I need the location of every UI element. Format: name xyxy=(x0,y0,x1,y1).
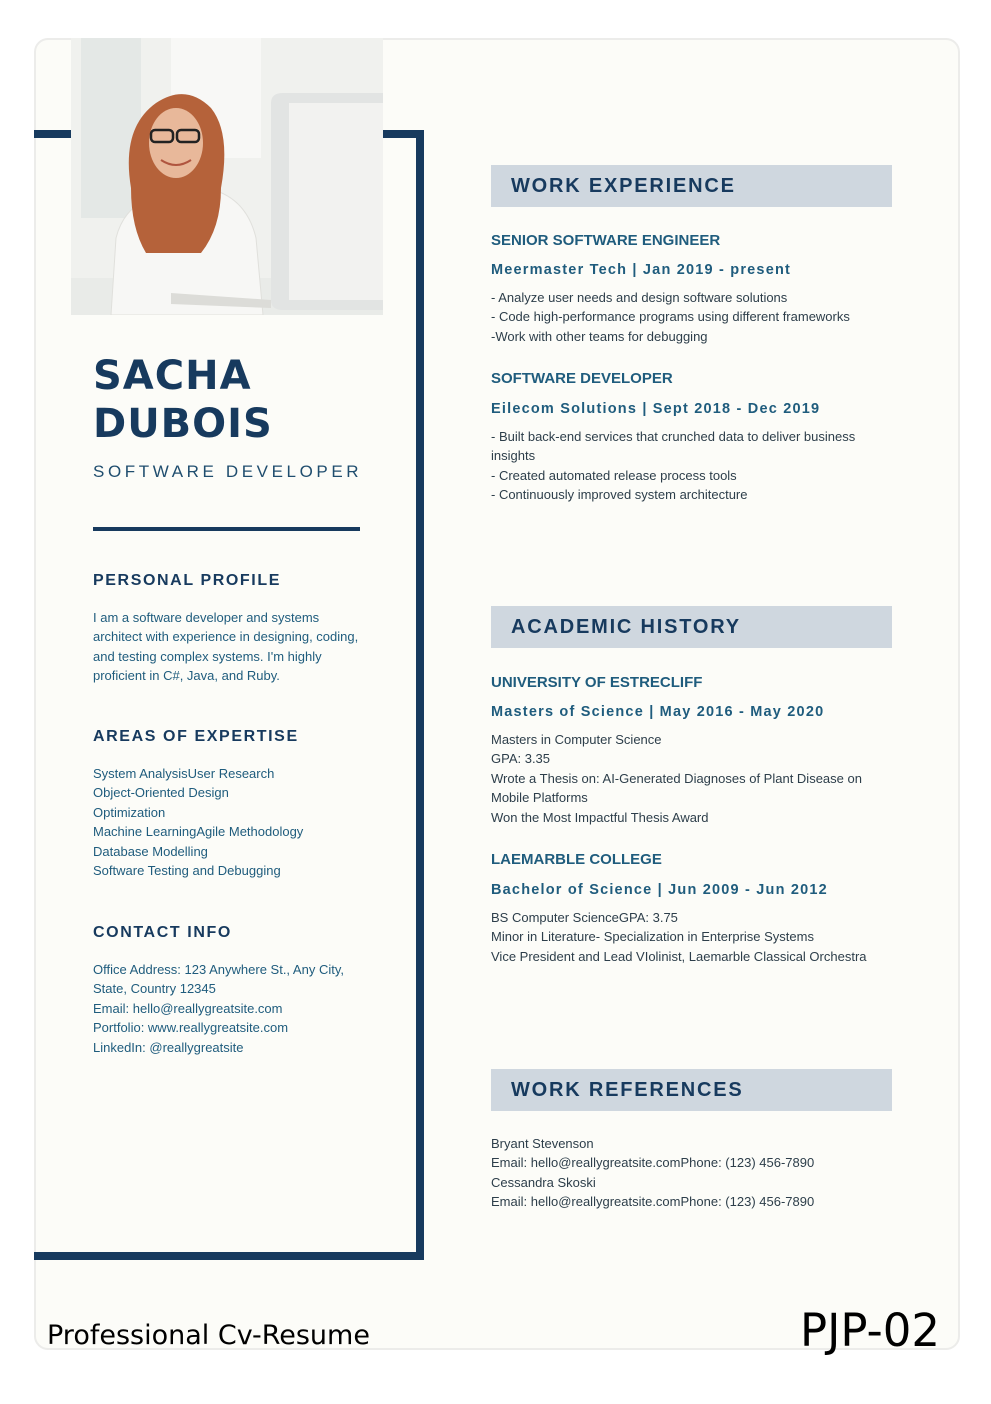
footer-code: PJP-02 xyxy=(800,1304,941,1357)
job-duty: - Built back-end services that crunched data to deliver business xyxy=(491,429,856,444)
school-title: LAEMARBLE COLLEGE xyxy=(491,851,662,868)
job-duty: - Analyze user needs and design software solutions xyxy=(491,290,788,305)
contact-heading: CONTACT INFO xyxy=(93,924,232,941)
school-detail: Mobile Platforms xyxy=(491,790,588,806)
contact-info xyxy=(93,960,344,1057)
profile-heading: PERSONAL PROFILE xyxy=(93,572,281,589)
contact-address: State, Country 12345 xyxy=(93,981,216,997)
work-references-bar xyxy=(491,1069,892,1111)
profile-photo-illustration xyxy=(71,38,383,315)
expertise-list xyxy=(93,764,303,880)
candidate-name xyxy=(93,352,273,448)
degree-dates: Bachelor of Science | Jun 2009 - Jun 2012 xyxy=(491,882,828,898)
contact-email: Email: hello@reallygreatsite.com xyxy=(93,1000,283,1016)
expertise-item: Database Modelling xyxy=(93,843,208,859)
job-duty: - Code high-performance programs using different frameworks xyxy=(491,309,850,325)
job-role: SOFTWARE DEVELOPER xyxy=(93,462,363,481)
degree-dates: Masters of Science | May 2016 - May 2020 xyxy=(491,704,825,720)
profile-text xyxy=(93,608,358,686)
profile-line: I am a software developer and systems xyxy=(93,610,320,625)
expertise-item: Object-Oriented Design xyxy=(93,785,229,801)
job-duty: - Created automated release process tools xyxy=(491,467,737,483)
academic-history-bar xyxy=(491,606,892,648)
school-detail: Minor in Literature- Specialization in Enterprise Systems xyxy=(491,929,814,945)
profile-line: proficient in C#, Java, and Ruby. xyxy=(93,668,280,684)
job-title: SOFTWARE DEVELOPER xyxy=(491,370,673,387)
job-company-dates: Meermaster Tech | Jan 2019 - present xyxy=(491,262,792,278)
expertise-item: Software Testing and Debugging xyxy=(93,863,281,879)
school-detail: Won the Most Impactful Thesis Award xyxy=(491,809,709,825)
work-experience-heading: WORK EXPERIENCE xyxy=(511,175,736,197)
job-duties xyxy=(491,288,850,346)
work-references-heading: WORK REFERENCES xyxy=(511,1079,744,1101)
contact-address: Office Address: 123 Anywhere St., Any City, xyxy=(93,962,344,977)
school-title: UNIVERSITY OF ESTRECLIFF xyxy=(491,674,703,691)
school-detail: GPA: 3.35 xyxy=(491,751,551,767)
frame-bottom-border xyxy=(34,1252,424,1260)
school-details xyxy=(491,730,862,827)
school-detail: BS Computer ScienceGPA: 3.75 xyxy=(491,910,678,925)
school-detail: Wrote a Thesis on: AI-Generated Diagnoses of Plant Disease on xyxy=(491,770,862,786)
expertise-item: System AnalysisUser Research xyxy=(93,766,275,781)
profile-line: architect with experience in designing, coding, xyxy=(93,629,359,645)
expertise-item: Machine LearningAgile Methodology xyxy=(93,824,304,840)
school-details xyxy=(491,908,867,966)
job-duty: insights xyxy=(491,448,536,464)
profile-line: and testing complex systems. I'm highly xyxy=(93,648,322,664)
name-divider xyxy=(93,527,360,531)
reference-contact: Email: hello@reallygreatsite.comPhone: (123) 456-7890 xyxy=(491,1155,815,1171)
contact-portfolio: Portfolio: www.reallygreatsite.com xyxy=(93,1020,289,1036)
references-list xyxy=(491,1134,814,1212)
frame-right-border xyxy=(416,130,424,1260)
last-name: DUBOIS xyxy=(93,401,273,447)
academic-history-heading: ACADEMIC HISTORY xyxy=(511,616,741,638)
expertise-heading: AREAS OF EXPERTISE xyxy=(93,728,299,745)
reference-name: Bryant Stevenson xyxy=(491,1136,594,1151)
reference-name: Cessandra Skoski xyxy=(491,1174,596,1190)
school-detail: Masters in Computer Science xyxy=(491,732,662,747)
job-duty: - Continuously improved system architecture xyxy=(491,487,748,503)
school-detail: Vice President and Lead VIolinist, Laemarble Classical Orchestra xyxy=(491,948,867,964)
expertise-item: Optimization xyxy=(93,804,166,820)
contact-linkedin: LinkedIn: @reallygreatsite xyxy=(93,1039,244,1055)
work-experience-bar xyxy=(491,165,892,207)
first-name: SACHA xyxy=(93,353,252,399)
job-title: SENIOR SOFTWARE ENGINEER xyxy=(491,232,721,249)
reference-contact: Email: hello@reallygreatsite.comPhone: (123) 456-7890 xyxy=(491,1194,815,1210)
footer-caption: Professional Cv-Resume xyxy=(47,1320,370,1351)
job-duty: -Work with other teams for debugging xyxy=(491,328,708,344)
profile-photo xyxy=(71,38,383,315)
job-duties xyxy=(491,427,855,505)
job-company-dates: Eilecom Solutions | Sept 2018 - Dec 2019 xyxy=(491,401,821,417)
